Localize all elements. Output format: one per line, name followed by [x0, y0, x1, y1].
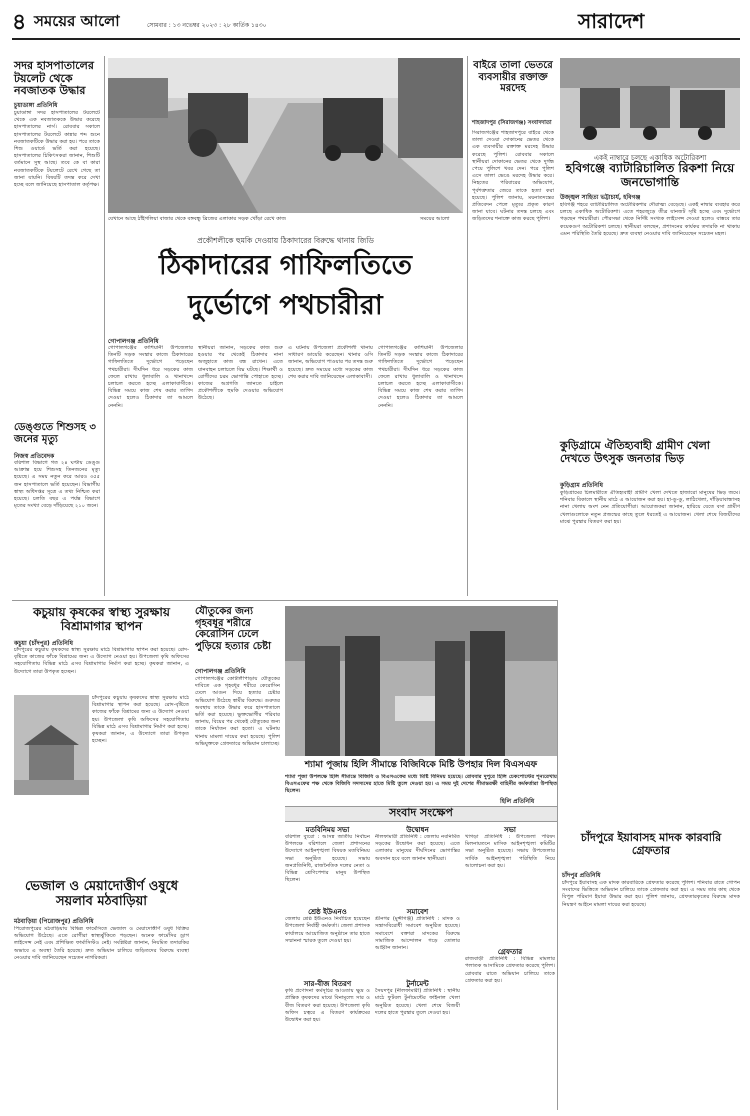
kochua-photo: [14, 695, 89, 795]
bgb-caption: শ্যামা পূজা উপলক্ষে হিলি সীমান্তে বিজিবি ও বিএসএফের মধ্যে মিষ্টি বিনিময় হয়েছে। রোববার দুপুরে হিলি চেকপোস্টের শূন্যরেখায় বিএসএফের পক্ষ থেকে বিজিবি সদস্যদের হাতে মিষ্টি তুলে দেওয়া হয়। এ সময় দুই দেশের সীমান্তরক্ষী বাহিনীর কর্মকর্তারা উপস্থিত ছিলেন।: [285, 774, 557, 795]
main-headline-line1: ঠিকাদারের গাফিলতিতে: [158, 250, 413, 281]
yoke-headline: যৌতুকের জন্য গৃহবধূর শরীরে কেরোসিন ঢেলে পুড়িয়ে হত্যার চেষ্টা: [195, 606, 272, 652]
road-photo-illustration: [108, 58, 463, 213]
sangbad-title: সার-বীজ বিতরণ: [303, 979, 352, 989]
kochua-photo-illustration: [14, 695, 89, 795]
bgb-headline: শ্যামা পূজায় হিলি সীমান্তে বিজিবিকে মিষ্টি উপহার দিল বিএসএফ: [304, 760, 538, 770]
bgb-photo: [285, 606, 557, 756]
right-headline: বাইরে তালা ভেতরে ব্যবসায়ীর রক্তাক্ত মরদেহ: [473, 60, 553, 94]
road-photo-caption: যেখানে আছে ঠাঁইগলিয়া বাজার থেকে বঙ্গবন্ধু ব্রিজের এলাকার সড়ক খোঁড়া রেখে কাজ: [108, 216, 287, 222]
sangbad-title: সমাবেশ: [406, 907, 429, 917]
sangbad-banner: সংবাদ সংক্ষেপ: [285, 806, 557, 822]
col1-byline: চুয়াডাঙ্গা প্রতিনিধি: [14, 102, 58, 109]
section-rule: [12, 600, 557, 601]
page-header: [12, 10, 740, 38]
sangbad-body: শ্রীনগর (মুন্সীগঞ্জ) প্রতিনিধি : মাদক ও সন্ত্রাসবিরোধী সমাবেশ অনুষ্ঠিত হয়েছে। সমাবেশে বক্তারা মাদকের বিরুদ্ধে সামাজিক আন্দোলন গড়ে তোলার আহ্বান জানান।: [375, 916, 460, 951]
main-body-col4: গোপালগঞ্জের কাশিয়ানী উপজেলার তিনটি সড়ক সংস্কার কাজে ঠিকাদারের গাফিলতিতে দুর্ভোগে পড়েছেন পথচারীরা। দীর্ঘদিন ধরে সড়কের কাজ ফেলে রাখায় ধুলাবালি ও খানাখন্দে চলাচল করতে হচ্ছে এলাকাবাসীকে। বিভিন্ন সময়ে কাজ শেষ করার তাগিদ দেওয়া হলেও ঠিকাদার তা আমলে নেননি।: [378, 345, 463, 409]
road-photo-credit: সময়ের আলো: [420, 216, 450, 222]
bhejal-body: পিরোজপুরের মঠবাড়িয়ায় বিভিন্ন ফার্মেসিতে ভেজাল ও মেয়াদোত্তীর্ণ ওষুধ বিক্রির অভিযোগ উঠেছে। এতে রোগীরা স্বাস্থ্যঝুঁকিতে পড়ছেন। অনেক ফার্মেসির ড্রাগ লাইসেন্স নেই এবং প্রশিক্ষিত ফার্মাসিস্টও নেই। সংশ্লিষ্টরা জানান, নিয়মিত তদারকির অভাবে এ অবস্থা তৈরি হয়েছে। দ্রুত অভিযান চালিয়ে জড়িতদের বিরুদ্ধে ব্যবস্থা নেওয়ার দাবি জানিয়েছেন সচেতন নাগরিকরা।: [14, 926, 189, 961]
masthead-logo: সময়ের আলো: [34, 12, 120, 30]
col1b-headline: ডেঙ্গুতে শিশুসহ ৩ জনের মৃত্যু: [14, 422, 96, 445]
main-byline: গোপালগঞ্জ প্রতিনিধি: [108, 338, 159, 345]
col1b-byline: নিজস্ব প্রতিবেদক: [14, 453, 55, 460]
sangbad-col-b: [375, 826, 460, 1088]
main-body-col1: গোপালগঞ্জের কাশিয়ানী উপজেলার তিনটি সড়ক সংস্কার কাজে ঠিকাদারের গাফিলতিতে দুর্ভোগে পড়েছেন পথচারীরা। দীর্ঘদিন ধরে সড়কের কাজ ফেলে রাখায় ধুলাবালি ও খানাখন্দে চলাচল করতে হচ্ছে এলাকাবাসীকে। বিভিন্ন সময়ে কাজ শেষ করার তাগিদ দেওয়া হলেও ঠিকাদার তা আমলে নেননি।: [108, 345, 193, 409]
sangbad-body: জেলায় শ্রেষ্ঠ ইউএনও নির্বাচিত হয়েছেন উপজেলা নির্বাহী কর্মকর্তা। জেলা প্রশাসক কার্যালয়ে আয়োজিত অনুষ্ঠানে তার হাতে সম্মাননা স্মারক তুলে দেওয়া হয়।: [285, 916, 370, 944]
sangbad-body: সৈয়দপুর (নীলফামারী) প্রতিনিধি : স্থানীয় মাঠে ফুটবল টুর্নামেন্টের ফাইনাল খেলা অনুষ্ঠিত হয়েছে। খেলা শেষে বিজয়ী দলের হাতে পুরস্কার তুলে দেওয়া হয়।: [375, 988, 460, 1016]
right-byline: শাহজাদপুর (সিরাজগঞ্জ) সংবাদদাতা: [472, 120, 552, 126]
sangbad-col-a: [285, 826, 370, 1088]
sangbad-body: নীলফামারী প্রতিনিধি : জেলায় নবনির্মিত সড়কের উদ্বোধন করা হয়েছে। এতে এলাকার মানুষের দীর্ঘদিনের ভোগান্তির অবসান হবে বলে জানান স্থানীয়রা।: [375, 834, 460, 862]
col1-body: চুয়াডাঙ্গা সদর হাসপাতালের টয়লেটে থেকে এক নবজাতককে উদ্ধার করেছে হাসপাতালের নার্স। রোববার সকালে হাসপাতালের টয়লেটে কান্নার শব্দ শুনে নবজাতকটিকে উদ্ধার করা হয়। পরে তাকে শিশু ওয়ার্ডে ভর্তি করা হয়েছে। হাসপাতালের চিকিৎসকরা জানান, শিশুটি বর্তমানে সুস্থ আছে। তবে কে বা কারা নবজাতকটিকে টয়লেটে রেখে গেছে তা জানা যায়নি। বিষয়টি তদন্ত করে দেখা হচ্ছে বলে জানিয়েছে হাসপাতাল কর্তৃপক্ষ।: [14, 110, 100, 189]
col-rule: [467, 56, 468, 596]
sangbad-title: মতবিনিময় সভা: [305, 825, 350, 834]
rickshaw-photo-illustration: [560, 58, 740, 150]
bgb-photo-illustration: [285, 606, 557, 756]
bhejal-byline: মঠবাড়িয়া (পিরোজপুর) প্রতিনিধি: [14, 918, 94, 925]
kochua-body-cont: চাঁদপুরের কচুয়ায় কৃষকদের স্বাস্থ্য সুরক্ষায় মাঠে বিশ্রামাগার স্থাপন করা হয়েছে। রোদ-বৃষ্টিতে কাজের ফাঁকে বিশ্রামের জন্য এ উদ্যোগ নেওয়া হয়। উপজেলা কৃষি অফিসের সহযোগিতায় বিভিন্ন মাঠে এসব বিশ্রামাগার নির্মাণ করা হচ্ছে। কৃষকরা জানান, এ উদ্যোগে তারা উপকৃত হচ্ছেন।: [92, 695, 189, 745]
sangbad-title: টুর্নামেন্ট: [406, 979, 429, 989]
rickshaw-headline: হবিগঞ্জে ব্যাটারিচালিত রিকশা নিয়ে জনভোগান্তি: [565, 161, 735, 189]
sangbad-title: উদ্বোধন: [406, 825, 429, 834]
main-headline-line2: দুর্ভোগে পথচারীরা: [188, 290, 383, 321]
section-name: সারাদেশ: [578, 9, 645, 33]
sangbad-body: কৃষি প্রণোদনা কর্মসূচির আওতায় ক্ষুদ্র ও প্রান্তিক কৃষকদের মাঝে বিনামূল্যে সার ও বীজ বিতরণ করা হয়েছে। উপজেলা কৃষি অফিস চত্বরে এ বিতরণ কার্যক্রমের উদ্বোধন করা হয়।: [285, 988, 370, 1023]
col1b-body: বরিশাল বিভাগে গত ২৪ ঘণ্টায় ডেঙ্গু আক্রান্ত হয়ে শিশুসহ তিনজনের মৃত্যু হয়েছে। এ সময় নতুন করে আরও ৩৫৫ জন হাসপাতালে ভর্তি হয়েছেন। বিভাগীয় স্বাস্থ্য অধিদপ্তর সূত্রে এ তথ্য নিশ্চিত করা হয়েছে। চলতি বছর এ পর্যন্ত বিভাগে মৃতের সংখ্যা বেড়ে দাঁড়িয়েছে ২১০ জনে।: [14, 460, 100, 510]
bhejal-headline: ভেজাল ও মেয়াদোত্তীর্ণ ওষুধে সয়লাব মঠবাড়িয়া: [24, 879, 179, 909]
rickshaw-byline: উজ্জ্বল সাহিত্য ভট্টাচার্য, হবিগঞ্জ: [560, 194, 641, 201]
sangbad-body: খাগড়া প্রতিনিধি : উপজেলা পরিষদ মিলনায়তনে মাসিক আইনশৃঙ্খলা কমিটির সভা অনুষ্ঠিত হয়েছে। সভায় উপজেলার সার্বিক আইনশৃঙ্খলা পরিস্থিতি নিয়ে আলোচনা করা হয়।: [465, 834, 555, 869]
sangbad-col-c: [465, 826, 555, 1086]
sangbad-body: বরিশাল ব্যুরো : আসন্ন জাতীয় নির্বাচন উপলক্ষে বরিশালে জেলা প্রশাসনের উদ্যোগে আইনশৃঙ্খলা বিষয়ক মতবিনিময় সভা অনুষ্ঠিত হয়েছে। সভায় জনপ্রতিনিধি, রাজনৈতিক দলের নেতা ও বিভিন্ন শ্রেণিপেশার মানুষ উপস্থিত ছিলেন।: [285, 834, 370, 884]
date-line: সোমবার : ১৩ নভেম্বর ২০২৩ : ২৮ কার্তিক ১৪৩০: [147, 22, 267, 29]
yoke-body: গোপালগঞ্জের কোটালীপাড়ায় যৌতুকের দাবিতে এক গৃহবধূর শরীরে কেরোসিন ঢেলে আগুন দিয়ে হত্যার চেষ্টার অভিযোগ উঠেছে স্বামীর বিরুদ্ধে। গুরুতর অবস্থায় তাকে উদ্ধার করে হাসপাতালে ভর্তি করা হয়েছে। ভুক্তভোগীর পরিবার জানায়, বিয়ের পর থেকেই যৌতুকের জন্য তাকে নির্যাতন করা হতো। এ ঘটনায় থানায় মামলা দায়ের করা হয়েছে। পুলিশ অভিযুক্তকে গ্রেফতারে অভিযান চালাচ্ছে।: [195, 676, 280, 747]
sangbad-body: রাজবাড়ী প্রতিনিধি : বিভিন্ন মামলার পলাতক আসামিকে গ্রেফতার করেছে পুলিশ। রোববার রাতে অভিযান চালিয়ে তাকে গ্রেফতার করা হয়।: [465, 956, 555, 984]
chandpur-byline: চাঁদপুর প্রতিনিধি: [562, 872, 601, 879]
col1-headline: সদর হাসপাতালের টয়লেট থেকে নবজাতক উদ্ধার: [14, 59, 94, 98]
chandpur-headline: চাঁদপুরে ইয়াবাসহ মাদক কারবারি গ্রেফতার: [580, 831, 722, 857]
road-photo: [108, 58, 463, 213]
rickshaw-photo: [560, 58, 740, 150]
chandpur-body: চাঁদপুরে ইয়াবাসহ এক মাদক কারবারিকে গ্রেফতার করেছে পুলিশ। শনিবার রাতে গোপন সংবাদের ভিত্তিতে অভিযান চালিয়ে তাকে গ্রেফতার করা হয়। এ সময় তার কাছ থেকে বিপুল পরিমাণ ইয়াবা উদ্ধার করা হয়। পুলিশ জানায়, গ্রেফতারকৃতের বিরুদ্ধে মাদক নিয়ন্ত্রণ আইনে মামলা দায়ের করা হয়েছে।: [562, 880, 740, 908]
bgb-credit: হিলি প্রতিনিধি: [500, 798, 535, 805]
right-body: সিরাজগঞ্জের শাহজাদপুরে বাইরে থেকে তালা দেওয়া দোকানের ভেতর থেকে এক ব্যবসায়ীর রক্তাক্ত মরদেহ উদ্ধার করেছে পুলিশ। রোববার সকালে স্থানীয়রা দোকানের ভেতর থেকে দুর্গন্ধ পেয়ে পুলিশে খবর দেন। পরে পুলিশ এসে তালা ভেঙে মরদেহ উদ্ধার করে। নিহতের পরিবারের অভিযোগ, পূর্বশত্রুতার জেরে তাকে হত্যা করা হয়েছে। পুলিশ জানায়, ময়নাতদন্তের প্রতিবেদন পেলে মৃত্যুর প্রকৃত কারণ জানা যাবে। ঘটনার তদন্ত চলছে এবং জড়িতদের শনাক্তে কাজ করছে পুলিশ।: [472, 130, 554, 223]
rickshaw-body-col1: হবিগঞ্জ শহরে ব্যাটারিচালিত অটোরিকশার দৌরাত্ম্য বেড়েছে। একই নাম্বার ব্যবহার করে চলছে একাধিক অটোরিকশা। এতে শহরজুড়ে তীব্র যানজট সৃষ্টি হচ্ছে এবং দুর্ভোগে পড়ছেন পথচারীরা। পৌরসভা থেকে নির্দিষ্ট সংখ্যক লাইসেন্স দেওয়া হলেও বাস্তবে তার কয়েকগুণ অটোরিকশা চলছে। স্থানীয়রা বলছেন, প্রশাসনের কার্যকর তদারকি না থাকায় এমন পরিস্থিতি তৈরি হয়েছে। দ্রুত ব্যবস্থা নেওয়ার দাবি জানিয়েছেন সচেতন মহল।: [560, 202, 740, 237]
page-number: ৪: [12, 9, 27, 35]
kochua-body: চাঁদপুরের কচুয়ায় কৃষকদের স্বাস্থ্য সুরক্ষায় মাঠে বিশ্রামাগার স্থাপন করা হয়েছে। রোদ-বৃষ্টিতে কাজের ফাঁকে বিশ্রামের জন্য এ উদ্যোগ নেওয়া হয়। উপজেলা কৃষি অফিসের সহযোগিতায় বিভিন্ন মাঠে এসব বিশ্রামাগার নির্মাণ করা হচ্ছে। কৃষকরা জানান, এ উদ্যোগে তারা উপকৃত হচ্ছেন।: [14, 647, 189, 675]
col-rule: [104, 56, 105, 596]
col-rule: [557, 600, 558, 1110]
header-rule: [12, 38, 740, 40]
main-body-col2: স্থানীয়রা জানান, সড়কের কাজ শুরু হওয়ার পর থেকেই ঠিকাদার নানা অজুহাতে কাজ বন্ধ রাখেন। এতে যানবাহন চলাচলে বিঘ্ন ঘটছে। শিক্ষার্থী ও রোগীদের চরম ভোগান্তি পোহাতে হচ্ছে। কাজের অগ্রগতি জানতে চাইলে প্রকৌশলীকে হুমকি দেওয়ার অভিযোগ উঠেছে।: [198, 345, 283, 402]
sangbad-title: শ্রেষ্ঠ ইউএনও: [308, 907, 347, 917]
main-kicker: প্রকৌশলীকে হুমকি দেওয়ায় ঠিকাদারের বিরুদ্ধে থানায় জিডি: [197, 236, 374, 245]
kurigram-headline: কুড়িগ্রামে ঐতিহ্যবাহী গ্রামীণ খেলা দেখতে উৎসুক জনতার ভিড়: [560, 439, 710, 465]
rickshaw-kicker: একই নাম্বারে চলছে একাধিক অটোরিকশা: [593, 154, 707, 162]
yoke-byline: গোপালগঞ্জ প্রতিনিধি: [195, 668, 246, 675]
kochua-byline: কচুয়া (চাঁদপুর) প্রতিনিধি: [14, 640, 73, 647]
kurigram-body: কুড়িগ্রামের চিলমারীতে ঐতিহ্যবাহী গ্রামীণ খেলা দেখতে হাজারো মানুষের ভিড় জমে। শনিবার বিকালে স্থানীয় মাঠে এ আয়োজন করা হয়। হা-ডু-ডু, লাঠিখেলা, দাঁড়িয়াবান্ধাসহ নানা খেলায় অংশ নেন প্রতিযোগীরা। আয়োজকরা জানান, হারিয়ে যেতে বসা গ্রামীণ খেলাগুলোকে নতুন প্রজন্মের কাছে তুলে ধরতেই এ আয়োজন। খেলা শেষে বিজয়ীদের মাঝে পুরস্কার বিতরণ করা হয়।: [560, 490, 740, 525]
kurigram-byline: কুড়িগ্রাম প্রতিনিধি: [560, 482, 603, 489]
main-body-col3: এ ঘটনায় উপজেলা প্রকৌশলী থানায় সাধারণ ডায়েরি করেছেন। থানার ওসি জানান, অভিযোগ পাওয়ার পর তদন্ত শুরু হয়েছে। দ্রুত সময়ের মধ্যে সড়কের কাজ শেষ করার দাবি জানিয়েছেন এলাকাবাসী।: [288, 345, 373, 380]
sangbad-title: সভা: [504, 825, 516, 834]
kochua-headline: কচুয়ায় কৃষকের স্বাস্থ্য সুরক্ষায় বিশ্রামাগার স্থাপন: [33, 605, 170, 633]
sangbad-title: গ্রেফতার: [497, 947, 523, 957]
